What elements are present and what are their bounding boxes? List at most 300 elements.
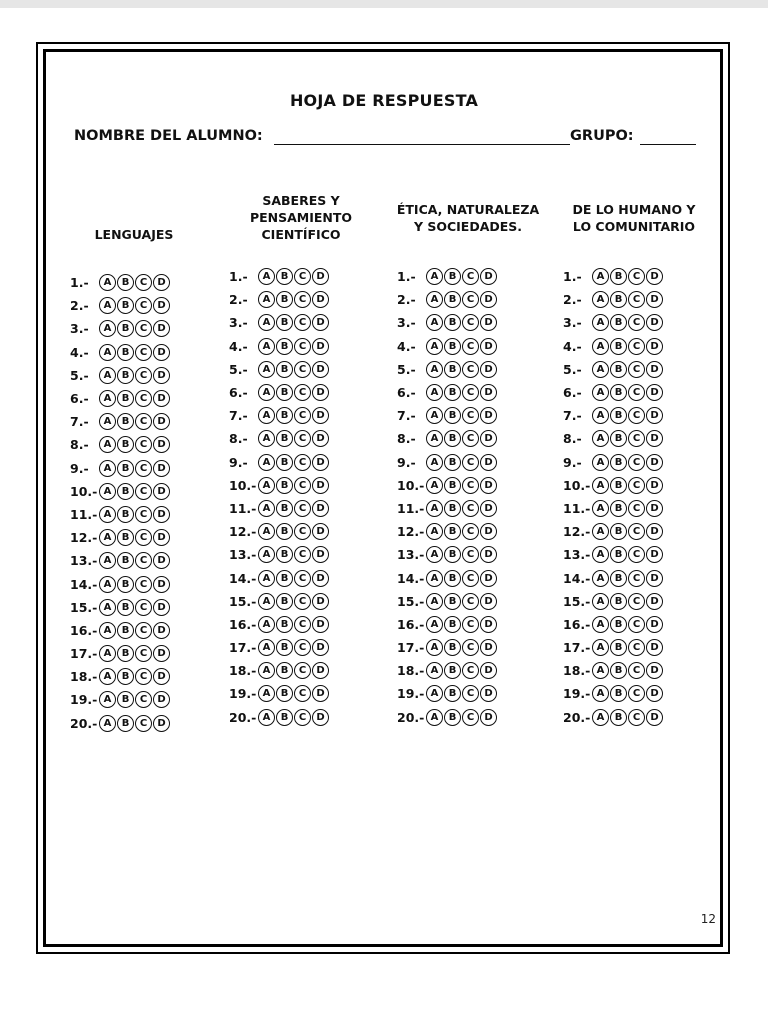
answer-bubble-a[interactable]: A xyxy=(592,338,609,355)
answer-bubble-b[interactable]: B xyxy=(117,274,134,291)
answer-bubble-c[interactable]: C xyxy=(135,645,152,662)
answer-bubble-b[interactable]: B xyxy=(610,338,627,355)
answer-bubble-b[interactable]: B xyxy=(610,454,627,471)
answer-bubble-b[interactable]: B xyxy=(610,407,627,424)
answer-bubble-c[interactable]: C xyxy=(135,599,152,616)
answer-bubble-d[interactable]: D xyxy=(312,477,329,494)
answer-bubble-c[interactable]: C xyxy=(294,384,311,401)
answer-bubble-d[interactable]: D xyxy=(480,570,497,587)
answer-bubble-d[interactable]: D xyxy=(153,529,170,546)
answer-bubble-d[interactable]: D xyxy=(153,460,170,477)
answer-bubble-a[interactable]: A xyxy=(258,570,275,587)
answer-bubble-c[interactable]: C xyxy=(628,338,645,355)
answer-bubble-a[interactable]: A xyxy=(99,297,116,314)
answer-bubble-d[interactable]: D xyxy=(646,338,663,355)
answer-bubble-d[interactable]: D xyxy=(153,668,170,685)
answer-bubble-a[interactable]: A xyxy=(258,430,275,447)
answer-bubble-b[interactable]: B xyxy=(610,314,627,331)
answer-bubble-d[interactable]: D xyxy=(480,546,497,563)
answer-bubble-c[interactable]: C xyxy=(294,407,311,424)
answer-bubble-d[interactable]: D xyxy=(312,685,329,702)
answer-bubble-c[interactable]: C xyxy=(628,361,645,378)
answer-bubble-a[interactable]: A xyxy=(258,291,275,308)
answer-bubble-b[interactable]: B xyxy=(444,268,461,285)
answer-bubble-a[interactable]: A xyxy=(258,384,275,401)
answer-bubble-d[interactable]: D xyxy=(153,390,170,407)
answer-bubble-a[interactable]: A xyxy=(592,430,609,447)
answer-bubble-a[interactable]: A xyxy=(426,430,443,447)
answer-bubble-d[interactable]: D xyxy=(153,274,170,291)
answer-bubble-b[interactable]: B xyxy=(610,477,627,494)
answer-bubble-a[interactable]: A xyxy=(99,576,116,593)
answer-bubble-d[interactable]: D xyxy=(646,430,663,447)
answer-bubble-a[interactable]: A xyxy=(258,500,275,517)
answer-bubble-c[interactable]: C xyxy=(628,384,645,401)
answer-bubble-b[interactable]: B xyxy=(117,715,134,732)
answer-bubble-b[interactable]: B xyxy=(444,523,461,540)
answer-bubble-b[interactable]: B xyxy=(117,576,134,593)
answer-bubble-b[interactable]: B xyxy=(276,593,293,610)
answer-bubble-a[interactable]: A xyxy=(258,639,275,656)
answer-bubble-b[interactable]: B xyxy=(117,436,134,453)
answer-bubble-a[interactable]: A xyxy=(99,506,116,523)
answer-bubble-b[interactable]: B xyxy=(117,552,134,569)
answer-bubble-a[interactable]: A xyxy=(592,477,609,494)
answer-bubble-b[interactable]: B xyxy=(610,500,627,517)
answer-bubble-a[interactable]: A xyxy=(592,593,609,610)
answer-bubble-a[interactable]: A xyxy=(592,500,609,517)
answer-bubble-c[interactable]: C xyxy=(462,407,479,424)
answer-bubble-d[interactable]: D xyxy=(646,616,663,633)
answer-bubble-a[interactable]: A xyxy=(592,546,609,563)
answer-bubble-d[interactable]: D xyxy=(153,413,170,430)
answer-bubble-a[interactable]: A xyxy=(258,268,275,285)
answer-bubble-c[interactable]: C xyxy=(135,552,152,569)
answer-bubble-b[interactable]: B xyxy=(117,320,134,337)
answer-bubble-b[interactable]: B xyxy=(276,454,293,471)
answer-bubble-c[interactable]: C xyxy=(628,523,645,540)
answer-bubble-b[interactable]: B xyxy=(117,622,134,639)
answer-bubble-c[interactable]: C xyxy=(628,616,645,633)
answer-bubble-a[interactable]: A xyxy=(592,291,609,308)
answer-bubble-a[interactable]: A xyxy=(426,685,443,702)
answer-bubble-c[interactable]: C xyxy=(294,454,311,471)
answer-bubble-d[interactable]: D xyxy=(480,616,497,633)
answer-bubble-a[interactable]: A xyxy=(426,407,443,424)
answer-bubble-a[interactable]: A xyxy=(258,662,275,679)
answer-bubble-d[interactable]: D xyxy=(312,291,329,308)
answer-bubble-d[interactable]: D xyxy=(153,320,170,337)
answer-bubble-d[interactable]: D xyxy=(480,384,497,401)
answer-bubble-c[interactable]: C xyxy=(628,430,645,447)
answer-bubble-b[interactable]: B xyxy=(117,413,134,430)
answer-bubble-b[interactable]: B xyxy=(610,662,627,679)
answer-bubble-b[interactable]: B xyxy=(610,639,627,656)
answer-bubble-d[interactable]: D xyxy=(480,291,497,308)
answer-bubble-d[interactable]: D xyxy=(312,361,329,378)
answer-bubble-a[interactable]: A xyxy=(426,639,443,656)
answer-bubble-b[interactable]: B xyxy=(610,291,627,308)
answer-bubble-d[interactable]: D xyxy=(480,639,497,656)
answer-bubble-b[interactable]: B xyxy=(444,384,461,401)
answer-bubble-a[interactable]: A xyxy=(99,436,116,453)
answer-bubble-c[interactable]: C xyxy=(294,593,311,610)
answer-bubble-d[interactable]: D xyxy=(312,639,329,656)
answer-bubble-c[interactable]: C xyxy=(135,576,152,593)
answer-bubble-c[interactable]: C xyxy=(135,668,152,685)
answer-bubble-d[interactable]: D xyxy=(646,454,663,471)
answer-bubble-c[interactable]: C xyxy=(462,546,479,563)
answer-bubble-a[interactable]: A xyxy=(99,622,116,639)
answer-bubble-d[interactable]: D xyxy=(153,645,170,662)
answer-bubble-b[interactable]: B xyxy=(117,483,134,500)
answer-bubble-d[interactable]: D xyxy=(312,593,329,610)
answer-bubble-a[interactable]: A xyxy=(99,460,116,477)
answer-bubble-a[interactable]: A xyxy=(592,639,609,656)
answer-bubble-a[interactable]: A xyxy=(592,361,609,378)
answer-bubble-d[interactable]: D xyxy=(153,297,170,314)
answer-bubble-c[interactable]: C xyxy=(462,500,479,517)
answer-bubble-b[interactable]: B xyxy=(610,384,627,401)
answer-bubble-a[interactable]: A xyxy=(258,546,275,563)
answer-bubble-c[interactable]: C xyxy=(628,709,645,726)
answer-bubble-d[interactable]: D xyxy=(153,622,170,639)
answer-bubble-a[interactable]: A xyxy=(258,593,275,610)
answer-bubble-b[interactable]: B xyxy=(276,639,293,656)
answer-bubble-c[interactable]: C xyxy=(294,546,311,563)
answer-bubble-c[interactable]: C xyxy=(628,546,645,563)
answer-bubble-d[interactable]: D xyxy=(480,500,497,517)
answer-bubble-c[interactable]: C xyxy=(294,268,311,285)
answer-bubble-a[interactable]: A xyxy=(99,645,116,662)
answer-bubble-a[interactable]: A xyxy=(426,500,443,517)
answer-bubble-c[interactable]: C xyxy=(294,685,311,702)
answer-bubble-c[interactable]: C xyxy=(135,297,152,314)
answer-bubble-b[interactable]: B xyxy=(117,599,134,616)
answer-bubble-b[interactable]: B xyxy=(117,506,134,523)
answer-bubble-c[interactable]: C xyxy=(462,709,479,726)
answer-bubble-b[interactable]: B xyxy=(444,338,461,355)
answer-bubble-c[interactable]: C xyxy=(294,570,311,587)
answer-bubble-b[interactable]: B xyxy=(117,344,134,361)
answer-bubble-d[interactable]: D xyxy=(153,506,170,523)
answer-bubble-c[interactable]: C xyxy=(462,523,479,540)
answer-bubble-c[interactable]: C xyxy=(462,616,479,633)
answer-bubble-d[interactable]: D xyxy=(312,546,329,563)
answer-bubble-b[interactable]: B xyxy=(276,685,293,702)
answer-bubble-b[interactable]: B xyxy=(610,361,627,378)
answer-bubble-a[interactable]: A xyxy=(426,314,443,331)
answer-bubble-b[interactable]: B xyxy=(117,460,134,477)
answer-bubble-a[interactable]: A xyxy=(426,662,443,679)
answer-bubble-b[interactable]: B xyxy=(444,291,461,308)
answer-bubble-b[interactable]: B xyxy=(276,268,293,285)
answer-bubble-d[interactable]: D xyxy=(646,523,663,540)
student-name-blank[interactable] xyxy=(274,144,570,145)
answer-bubble-d[interactable]: D xyxy=(480,454,497,471)
answer-bubble-c[interactable]: C xyxy=(294,662,311,679)
answer-bubble-c[interactable]: C xyxy=(294,477,311,494)
answer-bubble-c[interactable]: C xyxy=(462,291,479,308)
answer-bubble-c[interactable]: C xyxy=(462,662,479,679)
answer-bubble-d[interactable]: D xyxy=(480,314,497,331)
answer-bubble-c[interactable]: C xyxy=(462,593,479,610)
answer-bubble-a[interactable]: A xyxy=(592,407,609,424)
answer-bubble-b[interactable]: B xyxy=(117,367,134,384)
answer-bubble-b[interactable]: B xyxy=(610,523,627,540)
answer-bubble-b[interactable]: B xyxy=(276,500,293,517)
answer-bubble-a[interactable]: A xyxy=(99,552,116,569)
answer-bubble-d[interactable]: D xyxy=(312,616,329,633)
answer-bubble-a[interactable]: A xyxy=(258,407,275,424)
answer-bubble-b[interactable]: B xyxy=(276,314,293,331)
answer-bubble-c[interactable]: C xyxy=(628,639,645,656)
answer-bubble-b[interactable]: B xyxy=(117,297,134,314)
answer-bubble-d[interactable]: D xyxy=(646,546,663,563)
answer-bubble-b[interactable]: B xyxy=(444,361,461,378)
answer-bubble-a[interactable]: A xyxy=(592,523,609,540)
answer-bubble-c[interactable]: C xyxy=(628,593,645,610)
answer-bubble-d[interactable]: D xyxy=(153,344,170,361)
answer-bubble-a[interactable]: A xyxy=(426,291,443,308)
answer-bubble-a[interactable]: A xyxy=(592,454,609,471)
answer-bubble-b[interactable]: B xyxy=(444,639,461,656)
answer-bubble-b[interactable]: B xyxy=(444,454,461,471)
answer-bubble-d[interactable]: D xyxy=(312,268,329,285)
answer-bubble-c[interactable]: C xyxy=(294,314,311,331)
answer-bubble-a[interactable]: A xyxy=(99,715,116,732)
answer-bubble-a[interactable]: A xyxy=(426,523,443,540)
answer-bubble-b[interactable]: B xyxy=(276,361,293,378)
answer-bubble-d[interactable]: D xyxy=(480,361,497,378)
answer-bubble-c[interactable]: C xyxy=(294,338,311,355)
answer-bubble-a[interactable]: A xyxy=(592,314,609,331)
group-blank[interactable] xyxy=(640,144,696,145)
answer-bubble-b[interactable]: B xyxy=(276,546,293,563)
answer-bubble-d[interactable]: D xyxy=(480,523,497,540)
answer-bubble-c[interactable]: C xyxy=(628,454,645,471)
answer-bubble-c[interactable]: C xyxy=(628,314,645,331)
answer-bubble-c[interactable]: C xyxy=(628,570,645,587)
answer-bubble-b[interactable]: B xyxy=(610,430,627,447)
answer-bubble-c[interactable]: C xyxy=(135,460,152,477)
answer-bubble-b[interactable]: B xyxy=(610,685,627,702)
answer-bubble-c[interactable]: C xyxy=(135,274,152,291)
answer-bubble-c[interactable]: C xyxy=(628,268,645,285)
answer-bubble-c[interactable]: C xyxy=(462,685,479,702)
answer-bubble-d[interactable]: D xyxy=(480,685,497,702)
answer-bubble-d[interactable]: D xyxy=(312,500,329,517)
answer-bubble-a[interactable]: A xyxy=(258,454,275,471)
answer-bubble-d[interactable]: D xyxy=(312,338,329,355)
answer-bubble-b[interactable]: B xyxy=(610,593,627,610)
answer-bubble-a[interactable]: A xyxy=(258,314,275,331)
answer-bubble-c[interactable]: C xyxy=(294,709,311,726)
answer-bubble-d[interactable]: D xyxy=(312,709,329,726)
answer-bubble-d[interactable]: D xyxy=(480,430,497,447)
answer-bubble-c[interactable]: C xyxy=(294,523,311,540)
answer-bubble-a[interactable]: A xyxy=(592,384,609,401)
answer-bubble-d[interactable]: D xyxy=(646,291,663,308)
answer-bubble-d[interactable]: D xyxy=(312,384,329,401)
answer-bubble-a[interactable]: A xyxy=(258,709,275,726)
answer-bubble-b[interactable]: B xyxy=(276,407,293,424)
answer-bubble-a[interactable]: A xyxy=(426,570,443,587)
answer-bubble-a[interactable]: A xyxy=(99,390,116,407)
answer-bubble-d[interactable]: D xyxy=(646,709,663,726)
answer-bubble-b[interactable]: B xyxy=(117,668,134,685)
answer-bubble-b[interactable]: B xyxy=(610,546,627,563)
answer-bubble-d[interactable]: D xyxy=(153,436,170,453)
answer-bubble-d[interactable]: D xyxy=(312,662,329,679)
answer-bubble-a[interactable]: A xyxy=(258,361,275,378)
answer-bubble-a[interactable]: A xyxy=(258,477,275,494)
answer-bubble-c[interactable]: C xyxy=(135,529,152,546)
answer-bubble-b[interactable]: B xyxy=(117,691,134,708)
answer-bubble-a[interactable]: A xyxy=(426,546,443,563)
answer-bubble-b[interactable]: B xyxy=(444,662,461,679)
answer-bubble-d[interactable]: D xyxy=(646,361,663,378)
answer-bubble-c[interactable]: C xyxy=(294,430,311,447)
answer-bubble-c[interactable]: C xyxy=(294,361,311,378)
answer-bubble-a[interactable]: A xyxy=(99,413,116,430)
answer-bubble-c[interactable]: C xyxy=(294,291,311,308)
answer-bubble-c[interactable]: C xyxy=(628,662,645,679)
answer-bubble-b[interactable]: B xyxy=(444,685,461,702)
answer-bubble-c[interactable]: C xyxy=(135,715,152,732)
answer-bubble-a[interactable]: A xyxy=(426,338,443,355)
answer-bubble-d[interactable]: D xyxy=(646,570,663,587)
answer-bubble-d[interactable]: D xyxy=(646,384,663,401)
answer-bubble-a[interactable]: A xyxy=(426,268,443,285)
answer-bubble-a[interactable]: A xyxy=(258,616,275,633)
answer-bubble-d[interactable]: D xyxy=(153,552,170,569)
answer-bubble-b[interactable]: B xyxy=(276,570,293,587)
answer-bubble-c[interactable]: C xyxy=(628,685,645,702)
answer-bubble-a[interactable]: A xyxy=(592,685,609,702)
answer-bubble-b[interactable]: B xyxy=(276,291,293,308)
answer-bubble-a[interactable]: A xyxy=(426,593,443,610)
answer-bubble-a[interactable]: A xyxy=(99,529,116,546)
answer-bubble-d[interactable]: D xyxy=(480,407,497,424)
answer-bubble-b[interactable]: B xyxy=(276,384,293,401)
answer-bubble-d[interactable]: D xyxy=(480,662,497,679)
answer-bubble-d[interactable]: D xyxy=(646,477,663,494)
answer-bubble-d[interactable]: D xyxy=(646,314,663,331)
answer-bubble-a[interactable]: A xyxy=(99,367,116,384)
answer-bubble-c[interactable]: C xyxy=(462,570,479,587)
answer-bubble-c[interactable]: C xyxy=(462,384,479,401)
answer-bubble-d[interactable]: D xyxy=(153,576,170,593)
answer-bubble-a[interactable]: A xyxy=(426,361,443,378)
answer-bubble-c[interactable]: C xyxy=(135,483,152,500)
answer-bubble-a[interactable]: A xyxy=(99,599,116,616)
answer-bubble-a[interactable]: A xyxy=(426,454,443,471)
answer-bubble-c[interactable]: C xyxy=(462,338,479,355)
answer-bubble-b[interactable]: B xyxy=(117,529,134,546)
answer-bubble-b[interactable]: B xyxy=(117,390,134,407)
answer-bubble-c[interactable]: C xyxy=(628,291,645,308)
answer-bubble-d[interactable]: D xyxy=(480,477,497,494)
answer-bubble-d[interactable]: D xyxy=(312,570,329,587)
answer-bubble-d[interactable]: D xyxy=(646,685,663,702)
answer-bubble-a[interactable]: A xyxy=(99,668,116,685)
answer-bubble-d[interactable]: D xyxy=(480,338,497,355)
answer-bubble-c[interactable]: C xyxy=(462,639,479,656)
answer-bubble-d[interactable]: D xyxy=(153,483,170,500)
answer-bubble-b[interactable]: B xyxy=(444,570,461,587)
answer-bubble-b[interactable]: B xyxy=(444,407,461,424)
answer-bubble-a[interactable]: A xyxy=(258,523,275,540)
answer-bubble-a[interactable]: A xyxy=(426,384,443,401)
answer-bubble-b[interactable]: B xyxy=(444,430,461,447)
answer-bubble-c[interactable]: C xyxy=(135,691,152,708)
answer-bubble-c[interactable]: C xyxy=(135,367,152,384)
answer-bubble-d[interactable]: D xyxy=(312,407,329,424)
answer-bubble-c[interactable]: C xyxy=(462,268,479,285)
answer-bubble-a[interactable]: A xyxy=(426,477,443,494)
answer-bubble-b[interactable]: B xyxy=(610,570,627,587)
answer-bubble-a[interactable]: A xyxy=(258,338,275,355)
answer-bubble-b[interactable]: B xyxy=(276,616,293,633)
answer-bubble-d[interactable]: D xyxy=(480,268,497,285)
answer-bubble-b[interactable]: B xyxy=(276,709,293,726)
answer-bubble-a[interactable]: A xyxy=(592,616,609,633)
answer-bubble-b[interactable]: B xyxy=(276,338,293,355)
answer-bubble-c[interactable]: C xyxy=(294,616,311,633)
answer-bubble-c[interactable]: C xyxy=(462,430,479,447)
answer-bubble-a[interactable]: A xyxy=(99,691,116,708)
answer-bubble-c[interactable]: C xyxy=(628,477,645,494)
answer-bubble-d[interactable]: D xyxy=(312,454,329,471)
answer-bubble-b[interactable]: B xyxy=(610,616,627,633)
answer-bubble-b[interactable]: B xyxy=(444,593,461,610)
answer-bubble-a[interactable]: A xyxy=(426,616,443,633)
answer-bubble-a[interactable]: A xyxy=(99,274,116,291)
answer-bubble-c[interactable]: C xyxy=(628,407,645,424)
answer-bubble-c[interactable]: C xyxy=(135,506,152,523)
answer-bubble-a[interactable]: A xyxy=(592,570,609,587)
answer-bubble-c[interactable]: C xyxy=(462,314,479,331)
answer-bubble-b[interactable]: B xyxy=(610,268,627,285)
answer-bubble-b[interactable]: B xyxy=(276,430,293,447)
answer-bubble-c[interactable]: C xyxy=(462,477,479,494)
answer-bubble-d[interactable]: D xyxy=(153,599,170,616)
answer-bubble-b[interactable]: B xyxy=(444,314,461,331)
answer-bubble-d[interactable]: D xyxy=(312,430,329,447)
answer-bubble-b[interactable]: B xyxy=(276,477,293,494)
answer-bubble-c[interactable]: C xyxy=(462,361,479,378)
answer-bubble-a[interactable]: A xyxy=(99,344,116,361)
answer-bubble-c[interactable]: C xyxy=(628,500,645,517)
answer-bubble-a[interactable]: A xyxy=(258,685,275,702)
answer-bubble-b[interactable]: B xyxy=(444,477,461,494)
answer-bubble-b[interactable]: B xyxy=(444,546,461,563)
answer-bubble-b[interactable]: B xyxy=(117,645,134,662)
answer-bubble-c[interactable]: C xyxy=(294,639,311,656)
answer-bubble-d[interactable]: D xyxy=(153,691,170,708)
answer-bubble-a[interactable]: A xyxy=(426,709,443,726)
answer-bubble-c[interactable]: C xyxy=(462,454,479,471)
answer-bubble-d[interactable]: D xyxy=(646,407,663,424)
answer-bubble-d[interactable]: D xyxy=(646,639,663,656)
answer-bubble-c[interactable]: C xyxy=(135,622,152,639)
answer-bubble-d[interactable]: D xyxy=(153,367,170,384)
answer-bubble-c[interactable]: C xyxy=(294,500,311,517)
answer-bubble-b[interactable]: B xyxy=(444,500,461,517)
answer-bubble-c[interactable]: C xyxy=(135,320,152,337)
answer-bubble-d[interactable]: D xyxy=(646,500,663,517)
